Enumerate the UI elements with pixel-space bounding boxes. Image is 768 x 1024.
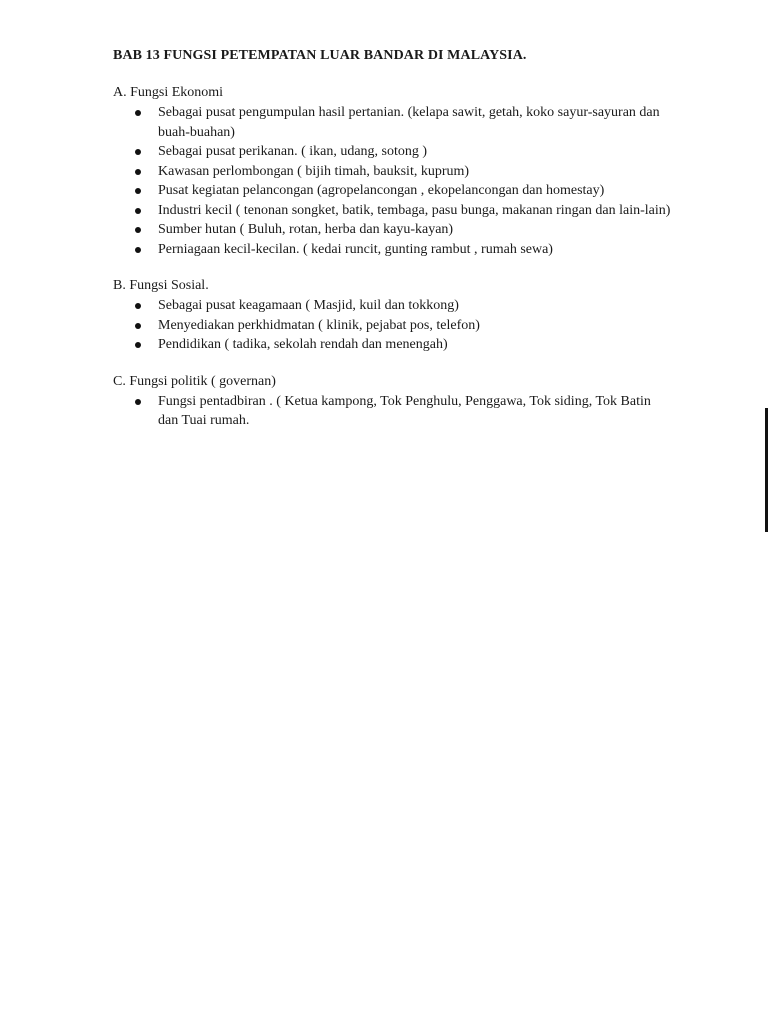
bullet-icon [135, 208, 141, 214]
list-item [113, 296, 673, 316]
section-heading: B. Fungsi Sosial. [113, 278, 209, 293]
list-item-text: Sebagai pusat perikanan. ( ikan, udang, sotong ) [158, 144, 428, 159]
bullet-icon [135, 247, 141, 253]
document-title: BAB 13 FUNGSI PETEMPATAN LUAR BANDAR DI MALAYSIA. [113, 48, 527, 63]
bullet-icon [135, 188, 141, 194]
list-item [113, 181, 673, 201]
bullet-list [113, 296, 673, 355]
list-item [113, 162, 673, 182]
list-item-text: Sumber hutan ( Buluh, rotan, herba dan kayu-kayan) [158, 222, 454, 237]
bullet-icon [135, 399, 141, 405]
bullet-icon [135, 169, 141, 175]
section-sosial [113, 276, 673, 355]
list-item-text: Pendidikan ( tadika, sekolah rendah dan menengah) [158, 337, 448, 352]
bullet-icon [135, 323, 141, 329]
list-item-text: Perniagaan kecil-kecilan. ( kedai runcit, gunting rambut , rumah sewa) [158, 241, 553, 257]
list-item [113, 392, 673, 431]
section-heading: A. Fungsi Ekonomi [113, 85, 224, 100]
bullet-icon [135, 110, 141, 116]
list-item [113, 316, 673, 336]
bullet-icon [135, 227, 141, 233]
section-politik [113, 372, 673, 431]
list-item-text: Menyediakan perkhidmatan ( klinik, pejabat pos, telefon) [158, 317, 480, 333]
list-item [113, 142, 673, 162]
section-heading: C. Fungsi politik ( governan) [113, 373, 276, 389]
list-item [113, 201, 673, 221]
list-item-text: Sebagai pusat pengumpulan hasil pertanian. (kelapa sawit, getah, koko sayur-sayuran dan buah-buahan) [158, 105, 660, 140]
bullet-list [113, 392, 673, 431]
document-page [113, 46, 673, 448]
bullet-icon [135, 149, 141, 155]
bullet-icon [135, 303, 141, 309]
section-ekonomi [113, 83, 673, 259]
list-item [113, 103, 673, 142]
bullet-list [113, 103, 673, 259]
list-item-text: Pusat kegiatan pelancongan (agropelancongan , ekopelancongan dan homestay) [158, 183, 605, 198]
list-item-text: Fungsi pentadbiran . ( Ketua kampong, Tok Penghulu, Penggawa, Tok siding, Tok Batin dan Tuai rumah. [158, 393, 651, 428]
list-item [113, 240, 673, 260]
list-item-text: Sebagai pusat keagamaan ( Masjid, kuil dan tokkong) [158, 298, 459, 313]
list-item [113, 220, 673, 240]
bullet-icon [135, 342, 141, 348]
list-item [113, 335, 673, 355]
list-item-text: Industri kecil ( tenonan songket, batik, tembaga, pasu bunga, makanan ringan dan lain-lain) [158, 202, 671, 218]
list-item-text: Kawasan perlombongan ( bijih timah, bauksit, kuprum) [158, 163, 470, 179]
